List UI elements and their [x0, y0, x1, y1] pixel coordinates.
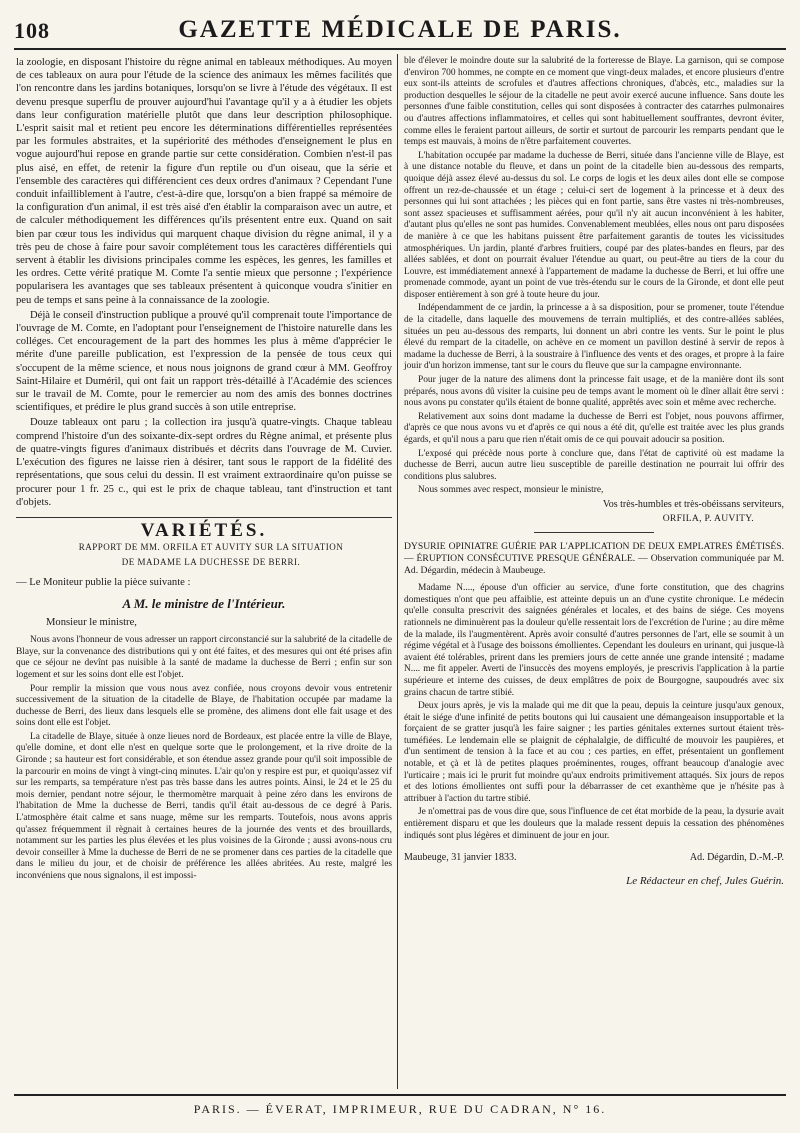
paragraph: Deux jours après, je vis la malade qui me dit que la peau, depuis la ceinture jusqu'aux genoux, était le siége d'une infinité de petits boutons qui lui causaient une démangeaison insupportable et la forçaient de se gratter jusqu'à les faire saigner ; les parties génitales externes surtout étaient très-tuméfiées. Le lendemain elle se plaignit de céphalalgie, de difficulté de mouvoir les paupières, et d'un sentiment de tension à la face et au cou ; ces parties, en effet, présentaient un gonflement notable, et çà et là de petites plaques proéminentes, rouges, offrant beaucoup d'analogie avec l'urticaire ; mais ici le prurit fut moindre qu'aux endroits primitivement attaqués. Six jours de repos et des lotions émollientes ont suffi pour la débarrasser de cet exanthème que je n'hésite pas à attribuer à l'action du tartre stibié. — [404, 701, 784, 804]
addressee: A M. le ministre de l'Intérieur. — [122, 595, 286, 611]
paragraph: la zoologie, en disposant l'histoire du règne animal en tableaux méthodiques. Au moyen de ces tableaux on aura pour l'étude de la science des animaux les mêmes facilités que l'on rencontre dans les jardins botaniques, lorsqu'on se livre à l'étude des végétaux. Il est devenu presque superflu de prouver aujourd'hui l'avantage qu'il y a à étudier les objets dans leur configuration matérielle plutôt que dans leur description philosophique. L'esprit saisit mal et retient peu encore les déterminations différentielles représentées par les formules abstraites, et la supériorité des méthodes d'enseignement le plus en vogue aujourd'hui repose en grande partie sur cette considération. Combien n'est-il pas plus aisé, en effet, de retenir la figure d'un reptile ou d'un oiseau, que la série et l'ensemble des caractères qui différencient ces deux ordres d'animaux ? Cependant l'une conduit infailliblement à l'autre, c'est-à-dire que, lorsqu'on a bien frappé sa mémoire de la configuration d'un animal, il est très aisé d'en établir la comparaison avec un autre, et de calculer méthodiquement les différences qu'ils présentent entre eux. Quand on sait bien par cœur tous les individus qui marquent chaque division du règne animal, il y a très peu de chose à faire pour savoir complétement tous les caractères différentiels qui servent à établir les divisions principales comme les espèces, les genres, les familles et les ordres. Cette vérité pratique M. Comte l'a sentie mieux que personne ; l'expérience popularisera les avantages que ses tableaux présentent à quiconque voudra s'initier en peu de temps et sans peine à la connaissance de la zoologie. — [16, 57, 392, 306]
paragraph: Indépendamment de ce jardin, la princesse a à sa disposition, pour se promener, toute l'étendue de la citadelle, dans laquelle des mouvemens de terrain multipliés, et des contre-allées sablées, situées un peu au-dessous des remparts, lui donnent un abri contre les vents. Sur le point le plus élevé du rempart de la citadelle, on achève en ce moment un pavillon destiné à servir de repos à madame la duchesse de Berri, à la soustraire à l'influence des vents et des orages, et propre à la faire jouir d'un horizon immense, tant sur le cours du fleuve que sur la campagne environnante. — [404, 303, 784, 372]
paragraph: Pour juger de la nature des alimens dont la princesse fait usage, et de la manière dont ils sont préparés, nous avons dû visiter la cuisine peu de temps avant le moment où le dîner allait être servi : nous avons pu constater qu'ils étaient de bonne qualité, apprêtés avec soin et même avec recherche. — [404, 375, 784, 409]
letter-body — [16, 635, 392, 882]
paragraph: La citadelle de Blaye, située à onze lieues nord de Bordeaux, est placée entre la ville de Blaye, qu'elle domine, et dont elle n'est en quelque sorte que le prolongement, et la rive droite de la Gironde ; sa hauteur est fort considérable, et son étendue assez grande pour qu'il soit impossible de la parcourir en moins de vingt à vingt-cinq minutes. L'air qu'on y respire est pur, et quoiqu'assez vif sur les remparts, sa température n'est pas très basse dans les autres points. Ainsi, le 24 et le 25 du mois dernier, pendant notre séjour, le thermomètre marquait à peine zéro dans les environs de l'habitation de Mme la duchesse de Berri, tandis qu'il était au-dessous de ce degré à Paris. L'atmosphère était calme et sans nuage, même sur les remparts. Toutefois, nous avons appris qu'assez fréquemment il règnait à certaines heures de la journée des vents et des brouillards, notamment sur les parties les plus élevées et les plus voisines de la Gironde ; aussi avons-nous cru devoir conseiller à Mme la duchesse de Berri de ne se promener dans ces parties de la citadelle que dans le milieu du jour, et de choisir de préférence les allées abritées. Au reste, malgré les inconvéniens que nous signalons, il est impossi- — [16, 731, 392, 881]
footer-rule — [14, 1094, 786, 1096]
paragraph: Déjà le conseil d'instruction publique a prouvé qu'il comprenait toute l'importance de l'ouvrage de M. Comte, en l'adoptant pour l'enseignement de l'histoire naturelle dans les colléges. Cet encouragement de la part des hommes les plus à même d'apprécier le mérite d'une pareille publication, est l'expression de la pensée de tous ceux qui s'occupent de la même science, et nous nous joignons de grand cœur à MM. Geoffroy Saint-Hilaire et Duméril, qui ont fait un rapport très-détaillé à l'Académie des sciences sur le travail de M. Comte, pour le remercier au nom des amis des bonnes doctrines scientifiques, et prédire le plus grand succès à son utile entreprise. — [16, 309, 392, 414]
author-signature: Ad. Dégardin, D.-M.-P. — [689, 852, 784, 864]
moniteur-line: — Le Moniteur publie la pièce suivante : — [16, 576, 191, 588]
paragraph: Nous avons l'honneur de vous adresser un rapport circonstancié sur la salubrité de la citadelle de Blaye, sur la convenance des distributions qui y ont été faites, et des mesures qui ont été prises afin que ce séjour ne devînt pas nuisible à la santé de madame la duchesse de Berri ; enfin sur son logement et sur les soins dont elle est l'objet. — [16, 635, 392, 680]
paragraph: ble d'élever le moindre doute sur la salubrité de la forteresse de Blaye. La garnison, qui se compose d'environ 700 hommes, ne compte en ce moment que vingt-deux malades, et encore plusieurs d'entre eux sont-ils atteints de scrofules et d'autres affections chroniques, d'abcès, etc., maladies sur la production desquelles le séjour de la citadelle ne peut avoir exercé aucune influence. Sans doute les personnes d'une faible constitution, celles qui sont disposées à contracter des catarrhes pulmonaires ou d'autres affections inflammatoires, et celles qui sont habituellement souffrantes, devront éviter, comme elles le feraient partout ailleurs, de sortir et surtout de parcourir les remparts pendant que le temps est mauvais, à moins de n'être parfaitement couvertes. — [404, 56, 784, 148]
section-subtitle: DE MADAME LA DUCHESSE DE BERRI. — [121, 557, 301, 568]
article-heading: DYSURIE OPINIATRE GUÉRIE PAR L'APPLICATION DE DEUX EMPLATRES ÉMÉTISÉS. — ÉRUPTION CONSÉCUTIVE PRESQUE GÉNÉRALE. — Observation communiquée par M. Ad. Dégardin, médecin à Maubeuge. — [404, 541, 784, 577]
paragraph: Relativement aux soins dont madame la duchesse de Berri est l'objet, nous pouvons affirmer, d'après ce que nous avons vu et d'après ce qui nous a été dit, qu'elle est traitée avec les plus grands égards, et qu'il nous a paru que rien n'était omis de ce qui pouvait adoucir sa position. — [404, 411, 784, 445]
right-column — [404, 56, 784, 887]
letter-signature: ORFILA, P. AUVITY. — [662, 512, 754, 524]
page-number: 108 — [14, 18, 50, 43]
dateline-row — [404, 852, 784, 864]
journal-title: GAZETTE MÉDICALE DE PARIS. — [178, 16, 622, 43]
page-header — [14, 14, 786, 48]
paragraph: Je n'omettrai pas de vous dire que, sous l'influence de cet état morbide de la peau, la dysurie avait entièrement disparu et que les douleurs que la malade ressent depuis la cessation des phénomènes indiqués sont plus légères et diminuent de jour en jour. — [404, 807, 784, 841]
column-divider — [397, 54, 398, 1089]
imprint-footer: PARIS. — ÉVERAT, IMPRIMEUR, RUE DU CADRAN, N° 16. — [193, 1102, 607, 1116]
paragraph: L'exposé qui précède nous porte à conclure que, dans l'état de captivité où est madame la duchesse de Berri, aucun autre lieu susceptible de pareille destination ne pourrait lui offrir des conditions plus salubres. — [404, 448, 784, 482]
header-rule — [14, 48, 786, 50]
salutation: Monsieur le ministre, — [46, 616, 137, 628]
section-rule — [16, 517, 392, 518]
section-title: VARIÉTÉS. — [140, 519, 268, 541]
paragraph: Nous sommes avec respect, monsieur le ministre, — [418, 485, 604, 496]
left-column — [16, 56, 392, 885]
letter-closing: Vos très-humbles et très-obéissans serviteurs, — [602, 498, 784, 510]
paragraph: Douze tableaux ont paru ; la collection ira jusqu'à quatre-vingts. Chaque tableau comprend l'histoire d'un des soixante-dix-sept ordres du Règne animal, et présente plus de quatre-vingts figures d'animaux distribués et décrits dans l'ouvrage de M. Cuvier. L'exécution des figures ne laisse rien à désirer, tant sous le rapport de la fidélité des représentations, que sous celui du dessin. Il est vraiment extraordinaire qu'on puisse se procurer pour 1 fr. 25 c., qui est le prix de chaque tableau, tant d'instruction et tant d'objets. — [16, 417, 392, 508]
paragraph: Pour remplir la mission que vous nous avez confiée, nous croyons devoir vous entretenir successivement de la situation de la citadelle de Blaye, de l'habitation occupée par madame la duchesse de Berri, des lieux dans lesquels elle se promène, des alimens dont elle fait usage et des soins dont elle est l'objet. — [16, 683, 392, 729]
dateline: Maubeuge, 31 janvier 1833. — [404, 852, 517, 864]
paragraph: L'habitation occupée par madame la duchesse de Berri, située dans l'ancienne ville de Blaye, est à une distance notable du fleuve, et dans un point de la citadelle bien au-dessous des remparts, quoique déjà assez élevé au-dessus du sol. Le corps de logis et les deux ailes dont elle se compose offrent un rez-de-chaussée et un étage ; celui-ci sert de logement à la princesse et à deux des personnes qui lui sont attachées ; les pièces qui en font partie, sans être vastes ni très-nombreuses, sont assez spacieuses et suffisamment aérées, pour qu'il n'y ait aucun inconvénient à les habiter, d'autant plus qu'elles ne sont pas humides. Convenablement meublées, elles nous ont paru disposées de manière à ce que les habitans puissent être parfaitement garantis de toutes les vicissitudes atmosphériques. Un jardin, planté d'arbres fruitiers, coupé par des plates-bandes en fleurs, par des allées sablées, et dont on pourrait évaluer l'étendue au quart, ou peut-être au tiers de la cour du Louvre, est immédiatement annexé à l'appartement de madame la duchesse de Berri, et lui offre une promenade commode, ayant un point de vue très-étendu sur le cours de la Gironde, et dont elle peut disposer entièrement à son gré à toute heure du jour. — [404, 150, 784, 300]
article-separator — [534, 532, 654, 533]
section-subtitle: RAPPORT DE MM. ORFILA ET AUVITY SUR LA SITUATION — [78, 542, 344, 553]
paragraph: Madame N...., épouse d'un officier au service, d'une forte constitution, que des chagrins domestiques n'ont que peu affaiblie, est atteinte depuis un an d'une cystite chronique. Le médecin qu'elle consulta prescrivit des saignées générales et locales, et des bains de siége. Ces moyens rationnels ne diminuèrent pas la douleur qu'elle ressentait lors de l'excrétion de l'urine ; au dire même de la malade, ils l'augmentèrent. Après avoir consulté d'autres personnes de l'art, elle se soumit à un régime végétal et à l'usage des boissons émollientes. Cependant les douleurs en urinant, qui jusque-là avaient été tolérables, prirent dans les premiers jours de cette année une grande intensité ; madame N.... me fit appeler. Averti de l'insuccès des moyens employés, je prescrivis l'application à la partie supérieure et interne des cuisses, de deux emplâtres de poix de Bourgogne, saupoudrés avec six grains chacun de tartre stibié. — [404, 583, 784, 698]
editor-line: Le Rédacteur en chef, Jules Guérin. — [626, 874, 784, 887]
